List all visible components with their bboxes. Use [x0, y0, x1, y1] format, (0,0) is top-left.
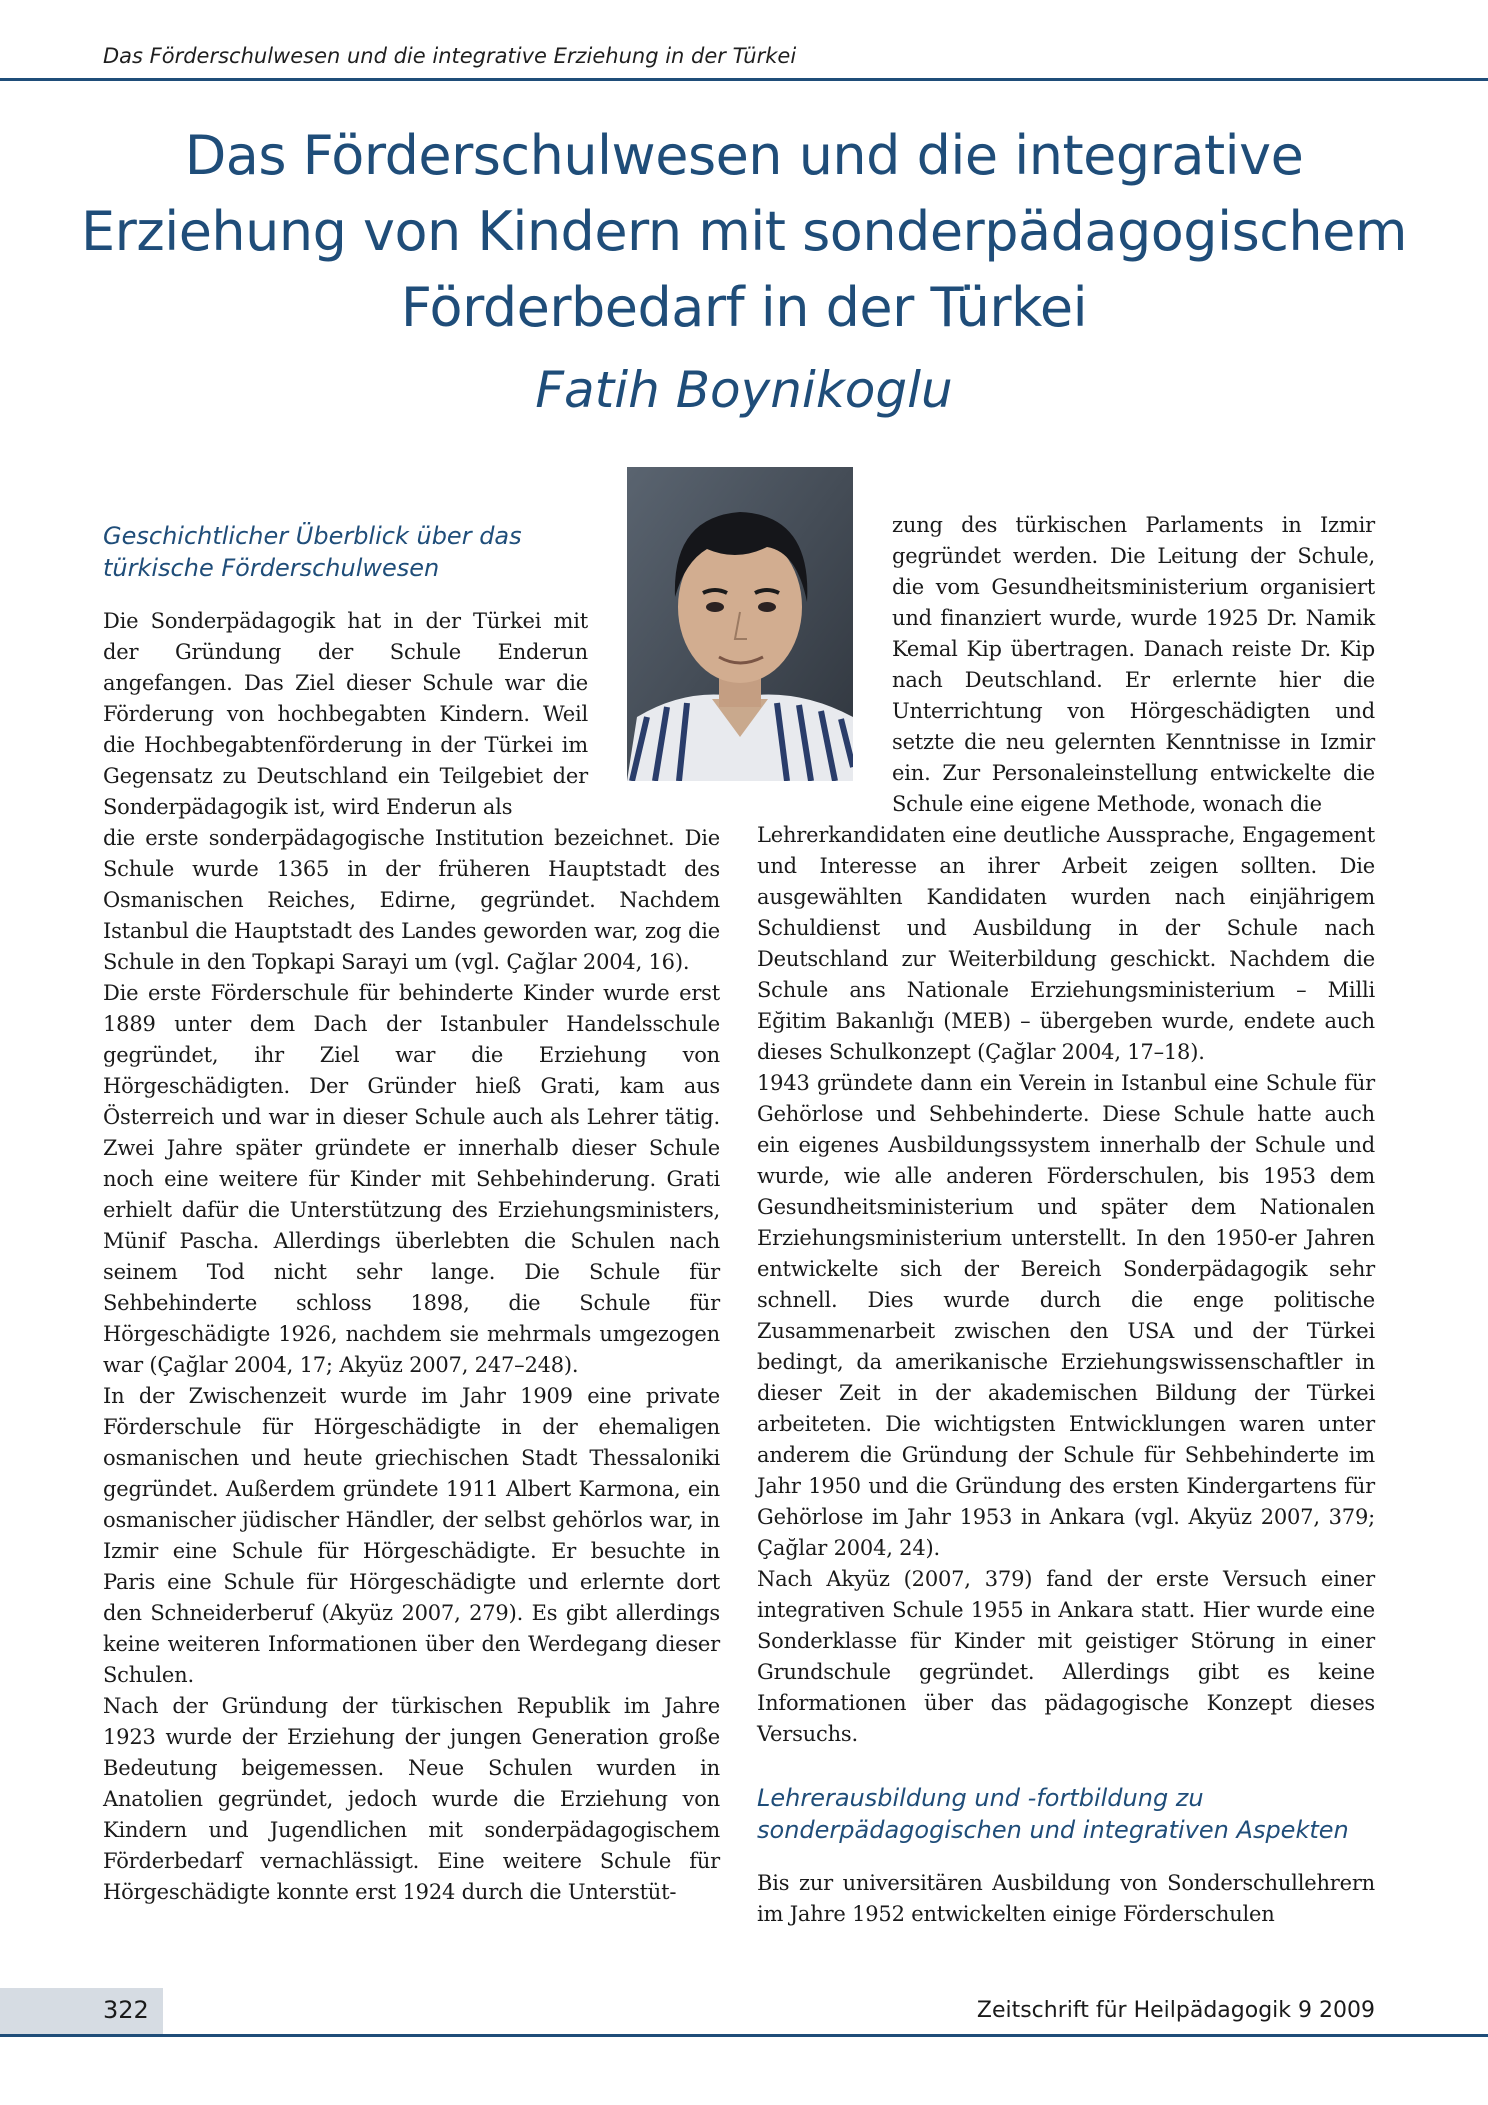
right-paragraph-2: 1943 gründete dann ein Verein in Istanbul eine Schule für Gehörlose und Sehbehinderte. Diese Schule hatte auch ein eigenes Ausbildungssystem innerhalb der Schule und wurde, wie alle anderen Förderschulen, bis 1953 dem Gesundheitsministerium und später dem Nationalen Erziehungsministerium unterstellt. In den 1950-er Jahren entwickelte sich der Bereich Sonderpädagogik sehr schnell. Dies wurde durch die enge politische Zusammenarbeit zwischen den USA und der Türkei bedingt, da amerikanische Erziehungswissenschaftler in dieser Zeit in der akademischen Bildung der Türkei arbeiteten. Die wichtigsten Entwicklungen waren unter anderem die Gründung der Schule für Sehbehinderte im Jahr 1950 und die Gründung des ersten Kindergartens für Gehörlose im Jahr 1953 in Ankara (vgl. Akyüz 2007, 379; Çağlar 2004, 24).	[757, 1071, 1375, 1560]
title-line-3: Förderbedarf in der Türkei	[400, 276, 1088, 339]
header-rule	[0, 78, 1488, 81]
left-paragraph-1-wrapped: Die Sonderpädagogik hat in der Türkei mit der Gründung der Schule Enderun angefangen. Das Ziel dieser Schule war die Förderung von hochbegabten Kindern. Weil die Hochbegabtenförderung in der Türkei im Gegensatz zu Deutschland ein Teilgebiet der Sonderpädagogik ist, wird Enderun als	[103, 609, 588, 819]
left-column	[103, 520, 720, 1908]
right-paragraph-4: Bis zur universitären Ausbildung von Sonderschullehrern im Jahre 1952 entwickelten einige Förderschulen	[757, 1871, 1375, 1926]
left-paragraph-1-rest: die erste sonderpädagogische Institution bezeichnet. Die Schule wurde 1365 in der früheren Hauptstadt des Osmanischen Reiches, Edirne, gegründet. Nachdem Istanbul die Hauptstadt des Landes geworden war, zog die Schule in den Topkapi Sarayi um (vgl. Çağlar 2004, 16).	[103, 826, 720, 974]
right-paragraph-1-wrapped: zung des türkischen Parlaments in Izmir gegründet werden. Die Leitung der Schule, die vom Gesundheitsministerium organisiert und finanziert wurde, wurde 1925 Dr. Namik Kemal Kip übertragen. Danach reiste Dr. Kip nach Deutschland. Er erlernte hier die Unterrichtung von Hörgeschädigten und setzte die neu gelernten Kenntnisse in Izmir ein. Zur Personaleinstellung entwickelte die Schule eine eigene Methode, wonach die	[892, 513, 1375, 816]
title-line-1: Das Förderschulwesen und die integrative	[184, 124, 1304, 187]
section-gap	[757, 1750, 1375, 1782]
left-paragraph-3: In der Zwischenzeit wurde im Jahr 1909 eine private Förderschule für Hörgeschädigte in der ehemaligen osmanischen und heute griechischen Stadt Thessaloniki gegründet. Außerdem gründete 1911 Albert Karmona, ein osmanischer jüdischer Händler, der selbst gehörlos war, in Izmir eine Schule für Hörgeschädigte. Er besuchte in Paris eine Schule für Hörgeschädigte und erlernte dort den Schneiderberuf (Akyüz 2007, 279). Es gibt allerdings keine weiteren Informationen über den Werdegang dieser Schulen.	[103, 1384, 720, 1687]
section-heading-history: Geschichtlicher Überblick über das türkische Förderschulwesen	[103, 522, 522, 582]
right-paragraph-3: Nach Akyüz (2007, 379) fand der erste Versuch einer integrativen Schule 1955 in Ankara statt. Hier wurde eine Sonderklasse für Kinder mit geistiger Störung in einer Grundschule gegründet. Allerdings gibt es keine Informationen über das pädagogische Konzept dieses Versuchs.	[757, 1567, 1375, 1746]
right-column	[757, 510, 1375, 1930]
title-line-2: Erziehung von Kindern mit sonderpädagogischem	[81, 200, 1407, 263]
left-paragraph-2: Die erste Förderschule für behinderte Kinder wurde erst 1889 unter dem Dach der Istanbuler Handelsschule gegründet, ihr Ziel war die Erziehung von Hörgeschädigten. Der Gründer hieß Grati, kam aus Österreich und war in dieser Schule auch als Lehrer tätig. Zwei Jahre später gründete er innerhalb dieser Schule noch eine weitere für Kinder mit Sehbehinderung. Grati erhielt dafür die Unterstützung des Erziehungsministers, Münif Pascha. Allerdings überlebten die Schulen nach seinem Tod nicht sehr lange. Die Schule für Sehbehinderte schloss 1898, die Schule für Hörgeschädigte 1926, nachdem sie mehrmals umgezogen war (Çağlar 2004, 17; Akyüz 2007, 247–248).	[103, 981, 720, 1377]
journal-name: Zeitschrift für Heilpädagogik 9 2009	[976, 1998, 1375, 2023]
article-title-block	[60, 118, 1428, 430]
page-number: 322	[103, 1996, 149, 2024]
author-name: Fatih Boynikoglu	[535, 361, 953, 419]
footer-rule	[0, 2034, 1488, 2037]
right-paragraph-1-rest: Lehrerkandidaten eine deutliche Aussprache, Engagement und Interesse an ihrer Arbeit zeigen sollten. Die ausgewählten Kandidaten wurden nach einjährigem Schuldienst und Ausbildung in der Schule nach Deutschland zur Weiterbildung geschickt. Nachdem die Schule ans Nationale Erziehungsministerium – Milli Eğitim Bakanlığı (MEB) – übergeben wurde, endete auch dieses Schulkonzept (Çağlar 2004, 17–18).	[757, 823, 1375, 1064]
running-head: Das Förderschulwesen und die integrative Erziehung in der Türkei	[103, 44, 797, 68]
section-heading-teacher-training: Lehrerausbildung und -fortbildung zu sonderpädagogischen und integrativen Aspekten	[757, 1784, 1349, 1844]
left-paragraph-4: Nach der Gründung der türkischen Republik im Jahre 1923 wurde der Erziehung der jungen Generation große Bedeutung beigemessen. Neue Schulen wurden in Anatolien gegründet, jedoch wurde die Erziehung von Kindern und Jugendlichen mit sonderpädagogischem Förderbedarf vernachlässigt. Eine weitere Schule für Hörgeschädigte konnte erst 1924 durch die Unterstüt-	[103, 1694, 720, 1904]
